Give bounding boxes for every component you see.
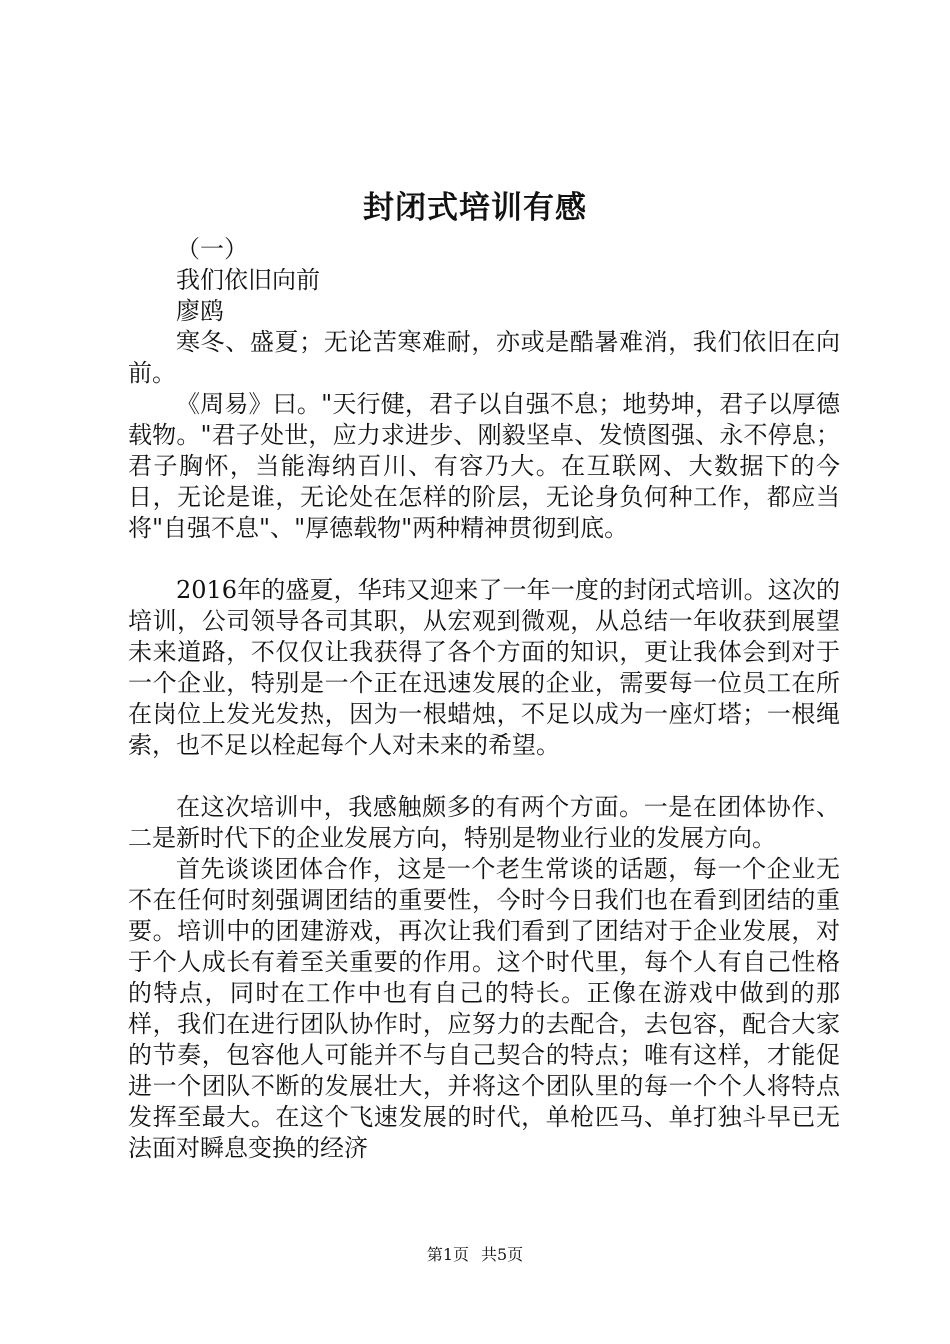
- paragraph-2: 《周易》曰。"天行健，君子以自强不息；地势坤，君子以厚德载物。"君子处世，应力求进步、刚毅坚卓、发愤图强、永不停息；君子胸怀，当能海纳百川、有容乃大。在互联网、大数据下的今日，无论是谁，无论处在怎样的阶层，无论身负何种工作，都应当将"自强不息"、"厚德载物"两种精神贯彻到底。: [128, 390, 840, 542]
- page-footer: [0, 1244, 950, 1266]
- paragraph-5: 首先谈谈团体合作，这是一个老生常谈的话题，每一个企业无不在任何时刻强调团结的重要性，今时今日我们也在看到团结的重要。培训中的团建游戏，再次让我们看到了团结对于企业发展，对于个人成长有着至关重要的作用。这个时代里，每个人有自己性格的特点，同时在工作中也有自己的特长。正像在游戏中做到的那样，我们在进行团队协作时，应努力的去配合，去包容，配合大家的节奏，包容他人可能并不与自己契合的特点；唯有这样，才能促进一个团队不断的发展壮大，并将这个团队里的每一个个人将特点发挥至最大。在这个飞速发展的时代，单枪匹马、单打独斗早已无法面对瞬息变换的经济: [128, 855, 840, 1162]
- paragraph-1: 寒冬、盛夏；无论苦寒难耐，亦或是酷暑难消，我们依旧在向前。: [128, 328, 840, 387]
- paragraph-4: 在这次培训中，我感触颇多的有两个方面。一是在团体协作、二是新时代下的企业发展方向，特别是物业行业的发展方向。: [128, 793, 840, 852]
- section-label: （一）: [176, 235, 248, 263]
- document-body: [128, 234, 840, 1164]
- document-title: 封闭式培训有感: [363, 190, 587, 226]
- paragraph-3: 2016年的盛夏，华玮又迎来了一年一度的封闭式培训。这次的培训，公司领导各司其职，从宏观到微观，从总结一年收获到展望未来道路，不仅仅让我获得了各个方面的知识，更让我体会到对于一个企业，特别是一个正在迅速发展的企业，需要每一位员工在所在岗位上发光发热，因为一根蜡烛，不足以成为一座灯塔；一根绳索，也不足以栓起每个人对未来的希望。: [128, 576, 840, 759]
- author-name: 廖鸥: [176, 297, 224, 325]
- page-total: 共5页: [481, 1245, 524, 1264]
- article-subtitle: 我们依旧向前: [176, 266, 320, 294]
- page-number: 第1页: [426, 1245, 469, 1264]
